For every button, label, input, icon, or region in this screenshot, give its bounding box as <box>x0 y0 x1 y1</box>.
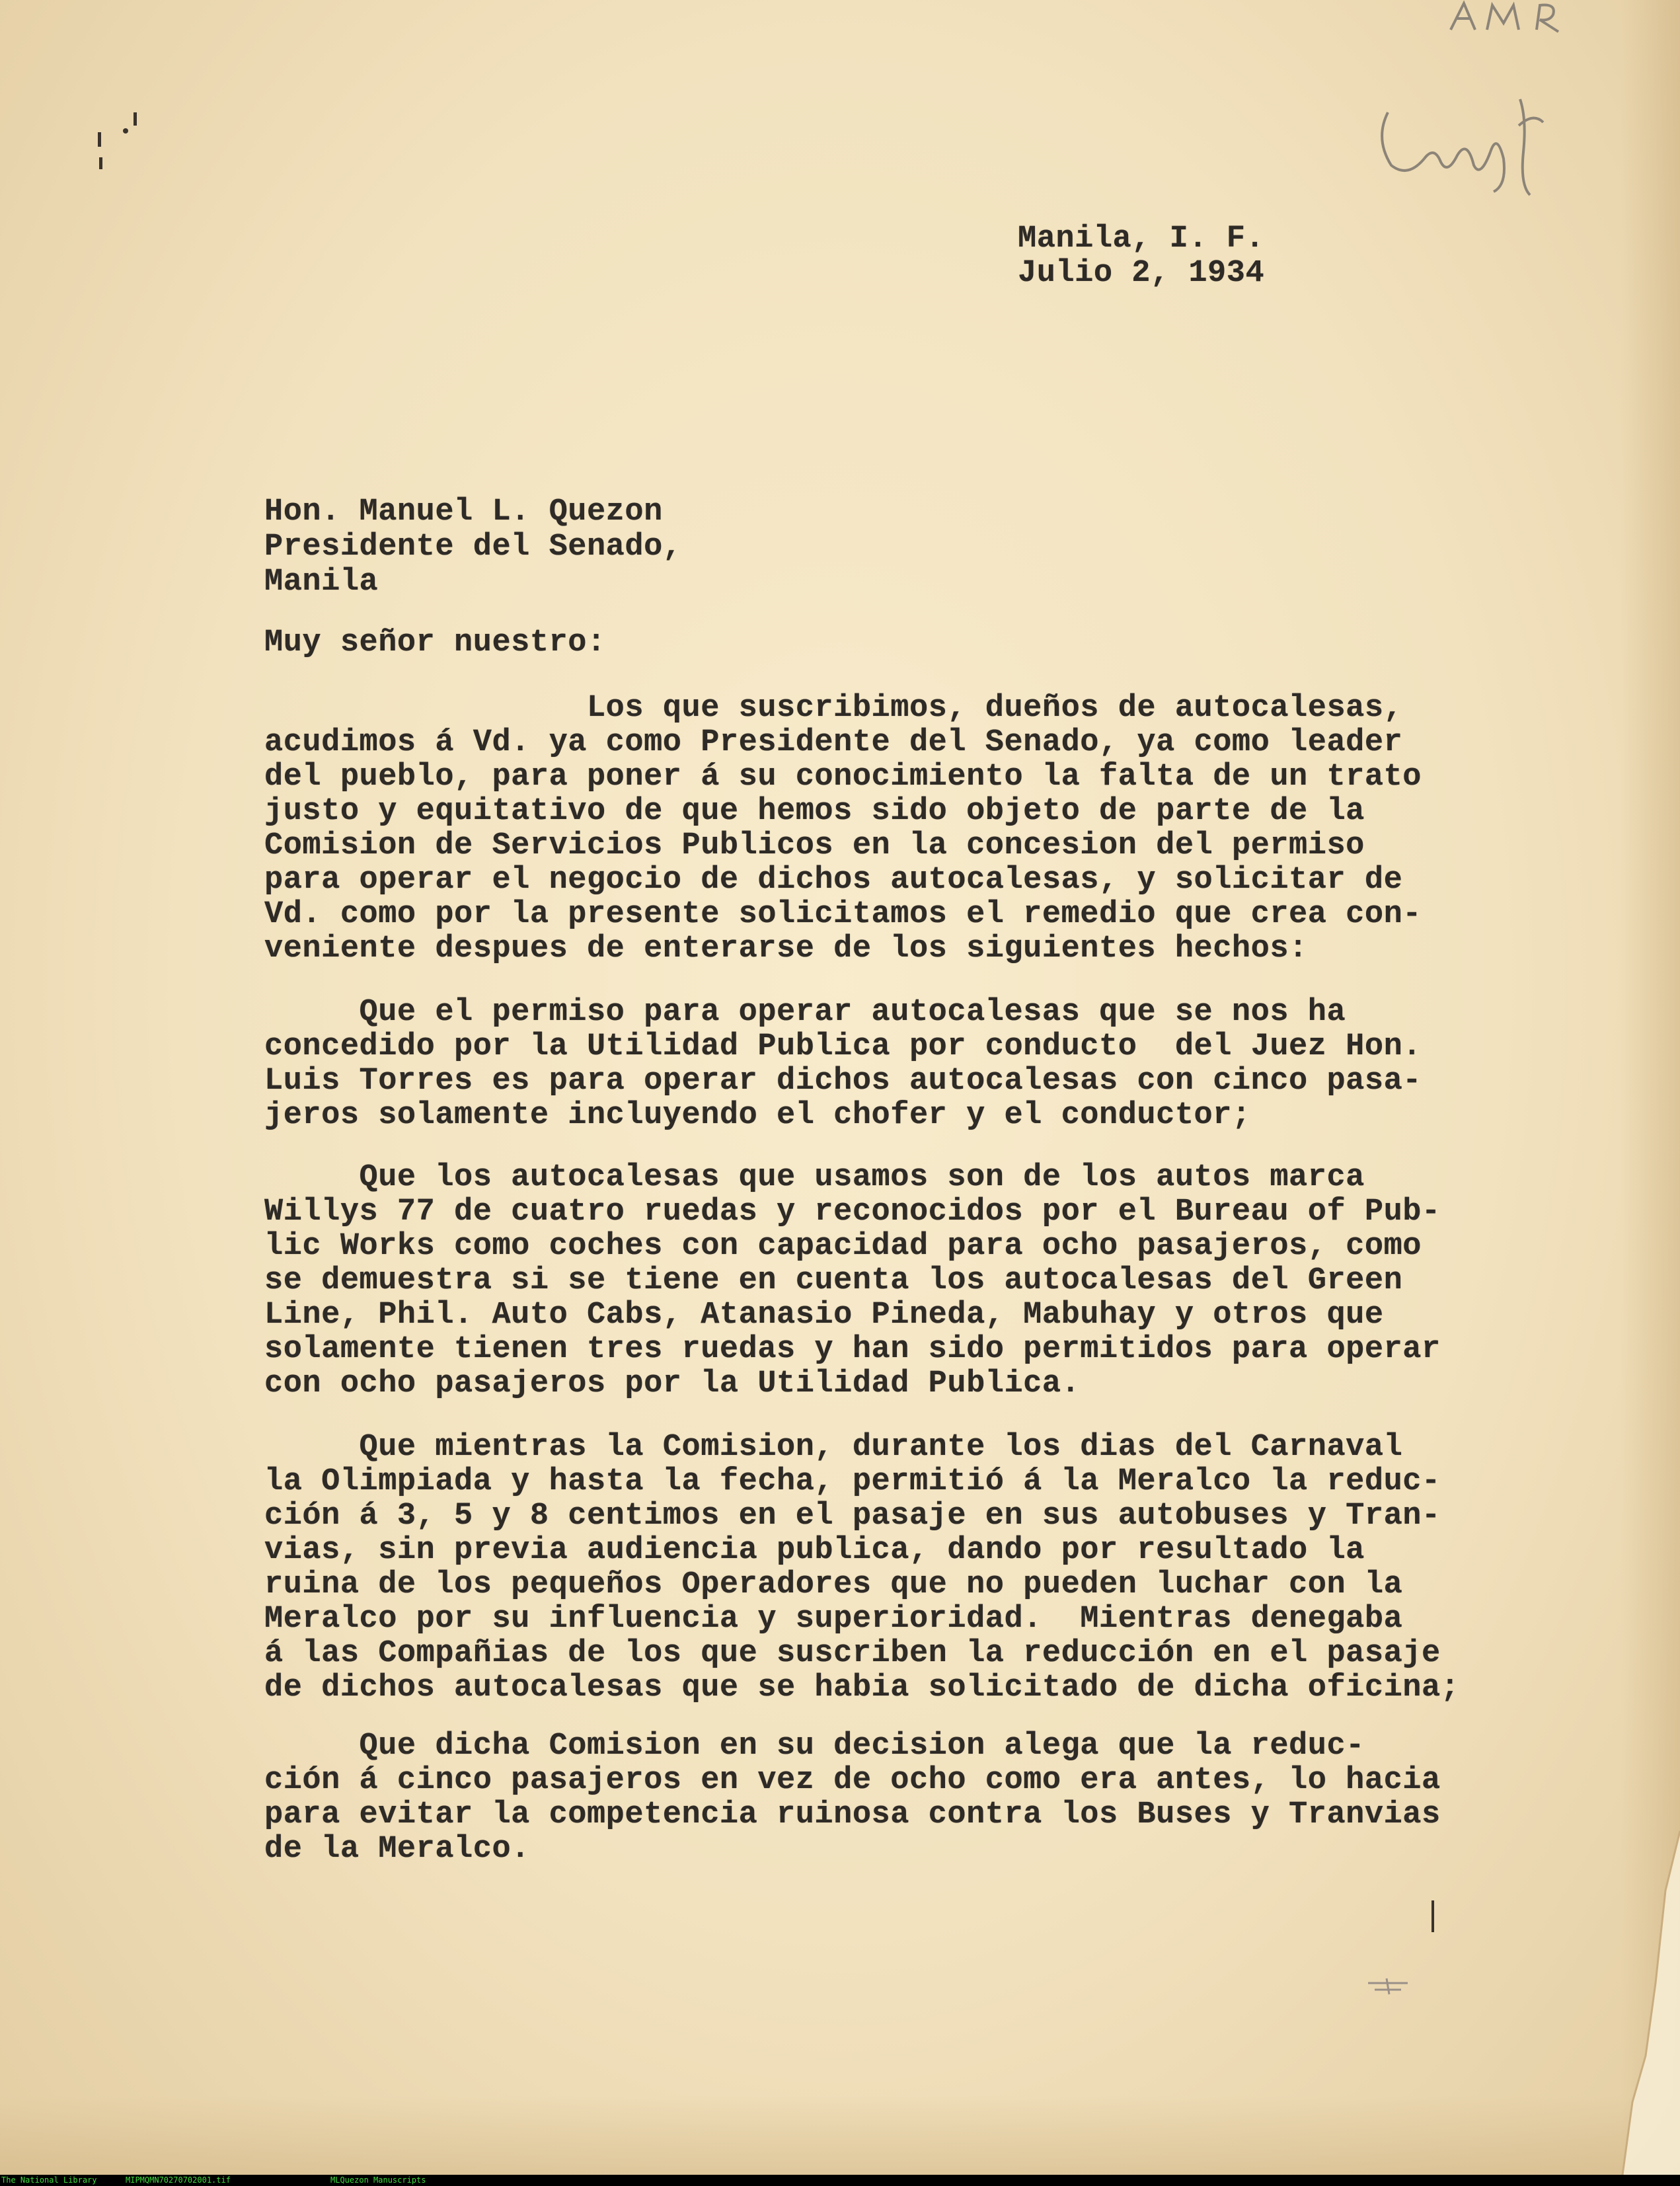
paragraph-line: jeros solamente incluyendo el chofer y el conductor; <box>264 1098 1251 1133</box>
paragraph-line: justo y equitativo de que hemos sido objeto de parte de la <box>264 794 1365 829</box>
date-block <box>1018 221 1265 362</box>
paragraph-line: para evitar la competencia ruinosa contra los Buses y Tranvias <box>264 1797 1441 1832</box>
paragraph-line: á las Compañias de los que suscriben la reducción en el pasaje <box>264 1636 1441 1671</box>
pencil-scribble-mark <box>1361 86 1553 205</box>
paragraph-line: concedido por la Utilidad Publica por conducto del Juez Hon. <box>264 1029 1422 1064</box>
paragraph-line: Line, Phil. Auto Cabs, Atanasio Pineda, Mabuhay y otros que <box>264 1298 1384 1333</box>
footer-collection: MLQuezon Manuscripts <box>330 2175 426 2185</box>
date-place: Manila, I. F. <box>1018 221 1265 256</box>
paragraph-line: la Olimpiada y hasta la fecha, permitió á la Meralco la reduc- <box>264 1464 1441 1499</box>
paragraph-line: de dichos autocalesas que se habia solicitado de dicha oficina; <box>264 1670 1460 1705</box>
paragraph-line: veniente despues de enterarse de los siguientes hechos: <box>264 931 1308 966</box>
footer-library: The National Library <box>1 2175 97 2185</box>
paragraph-line: Comision de Servicios Publicos en la concesion del permiso <box>264 828 1365 863</box>
paragraph-line: Que el permiso para operar autocalesas que se nos ha <box>264 995 1346 1030</box>
paragraph-line: ción á cinco pasajeros en vez de ocho como era antes, lo hacia <box>264 1763 1441 1798</box>
recipient-city: Manila <box>264 565 379 600</box>
paragraph-line: ruina de los pequeños Operadores que no pueden luchar con la <box>264 1567 1403 1602</box>
left-margin-marks <box>86 106 152 178</box>
paragraph-line: Que dicha Comision en su decision alega que la reduc- <box>264 1729 1365 1764</box>
paragraph-line: acudimos á Vd. ya como Presidente del Senado, ya como leader <box>264 725 1403 760</box>
pencil-initials-mark <box>1441 0 1573 40</box>
paragraph-line: Que mientras la Comision, durante los dias del Carnaval <box>264 1430 1403 1465</box>
letter-date: Julio 2, 1934 <box>1018 256 1265 291</box>
paragraph-line: Meralco por su influencia y superioridad. Mientras denegaba <box>264 1602 1403 1637</box>
recipient-title: Presidente del Senado, <box>264 529 682 565</box>
paragraph-line: ción á 3, 5 y 8 centimos en el pasaje en sus autobuses y Tran- <box>264 1499 1441 1534</box>
paragraph-line: del pueblo, para poner á su conocimiento la falta de un trato <box>264 760 1422 795</box>
paragraph-line: vias, sin previa audiencia publica, dando por resultado la <box>264 1533 1365 1568</box>
paragraph-line: lic Works como coches con capacidad para ocho pasajeros, como <box>264 1229 1422 1264</box>
paragraph-line: Luis Torres es para operar dichos autocalesas con cinco pasa- <box>264 1064 1422 1099</box>
paragraph-line: Willys 77 de cuatro ruedas y reconocidos por el Bureau of Pub- <box>264 1194 1441 1230</box>
paragraph-5 <box>264 1729 1441 1939</box>
paragraph-line: de la Meralco. <box>264 1832 530 1867</box>
paper-edge-shading <box>1621 0 1680 2175</box>
paragraph-line: para operar el negocio de dichos autocalesas, y solicitar de <box>264 863 1403 898</box>
footer-filename: MIPMQMN70270702001.tif <box>126 2175 231 2185</box>
recipient-name: Hon. Manuel L. Quezon <box>264 494 663 529</box>
faint-stamp-mark <box>1361 1973 1414 2000</box>
right-margin-tick <box>1426 1897 1439 1937</box>
salutation: Muy señor nuestro: <box>264 625 606 660</box>
paragraph-line: se demuestra si se tiene en cuenta los autocalesas del Green <box>264 1263 1403 1298</box>
scan-footer-bar <box>0 2175 1680 2186</box>
paragraph-line: con ocho pasajeros por la Utilidad Publica. <box>264 1366 1081 1401</box>
paragraph-line: Vd. como por la presente solicitamos el remedio que crea con- <box>264 897 1422 932</box>
paper-bottom-shading <box>0 2095 1680 2175</box>
paragraph-line: Los que suscribimos, dueños de autocalesas, <box>264 691 1403 726</box>
paragraph-line: solamente tienen tres ruedas y han sido permitidos para operar <box>264 1332 1441 1367</box>
paragraph-line: Que los autocalesas que usamos son de los autos marca <box>264 1160 1365 1195</box>
